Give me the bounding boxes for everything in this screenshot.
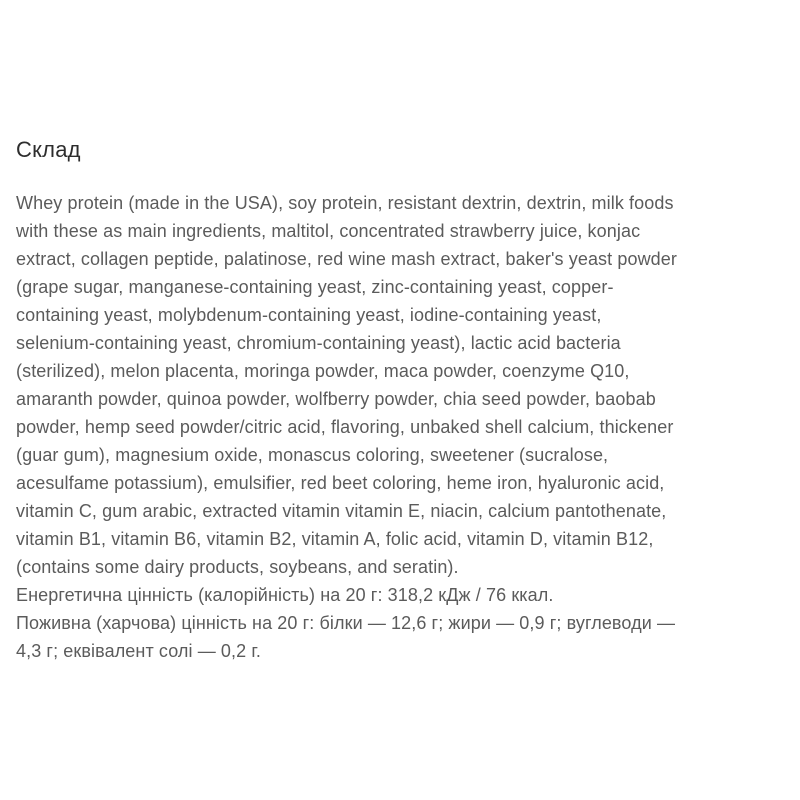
ingredients-line: powder, hemp seed powder/citric acid, flavoring, unbaked shell calcium, thickener <box>16 417 674 437</box>
ingredients-line: with these as main ingredients, maltitol, concentrated strawberry juice, konjac <box>16 221 641 241</box>
ingredients-line: (grape sugar, manganese-containing yeast, zinc-containing yeast, copper- <box>16 277 614 297</box>
ingredients-line: amaranth powder, quinoa powder, wolfberry powder, chia seed powder, baobab <box>16 389 656 409</box>
ingredients-line: (contains some dairy products, soybeans, and seratin). <box>16 557 459 577</box>
ingredients-line: (sterilized), melon placenta, moringa powder, maca powder, coenzyme Q10, <box>16 361 630 381</box>
ingredients-line: vitamin B1, vitamin B6, vitamin B2, vitamin A, folic acid, vitamin D, vitamin B12, <box>16 529 654 549</box>
ingredients-line: vitamin C, gum arabic, extracted vitamin vitamin E, niacin, calcium pantothenate, <box>16 501 667 521</box>
ingredients-line: extract, collagen peptide, palatinose, red wine mash extract, baker's yeast powder <box>16 249 677 269</box>
nutrition-values-line: Поживна (харчова) цінність на 20 г: білки — 12,6 г; жири — 0,9 г; вуглеводи — <box>16 613 676 633</box>
nutrition-values-line: 4,3 г; еквівалент солі — 0,2 г. <box>16 641 261 661</box>
ingredients-text-block <box>0 189 800 665</box>
ingredients-line: (guar gum), magnesium oxide, monascus coloring, sweetener (sucralose, <box>16 445 609 465</box>
ingredients-line: selenium-containing yeast, chromium-containing yeast), lactic acid bacteria <box>16 333 621 353</box>
section-title: Склад <box>16 137 81 162</box>
nutrition-energy-line: Енергетична цінність (калорійність) на 20 г: 318,2 кДж / 76 ккал. <box>16 585 554 605</box>
ingredients-line: acesulfame potassium), emulsifier, red beet coloring, heme iron, hyaluronic acid, <box>16 473 665 493</box>
ingredients-line: Whey protein (made in the USA), soy protein, resistant dextrin, dextrin, milk foods <box>16 193 674 213</box>
ingredients-line: containing yeast, molybdenum-containing yeast, iodine-containing yeast, <box>16 305 602 325</box>
